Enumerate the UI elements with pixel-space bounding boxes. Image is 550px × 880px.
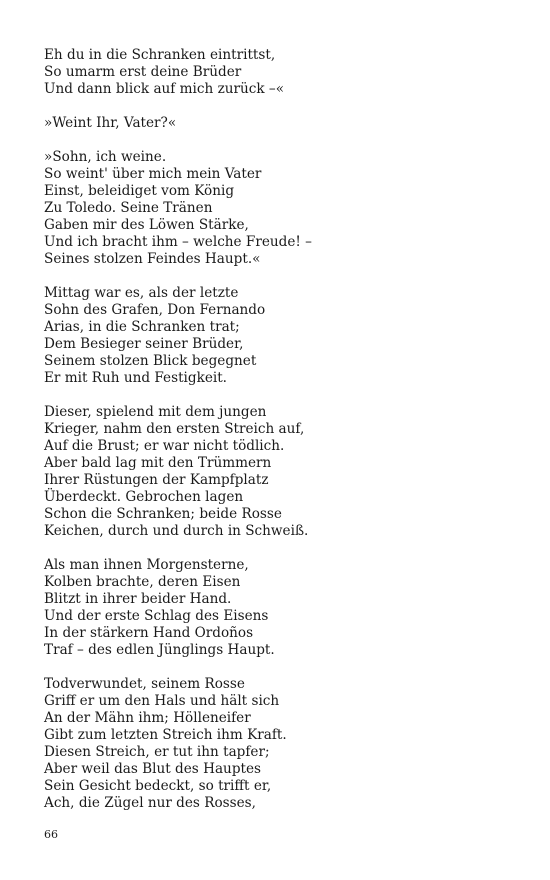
verse-line: Keichen, durch und durch in Schweiß. xyxy=(44,523,309,539)
stanza xyxy=(44,115,514,132)
verse-line: Griff er um den Hals und hält sich xyxy=(44,693,280,709)
verse-line: »Weint Ihr, Vater?« xyxy=(44,115,177,131)
verse-line: Dieser, spielend mit dem jungen xyxy=(44,404,267,420)
verse-line: Einst, beleidiget vom König xyxy=(44,183,235,199)
verse-line: So weint' über mich mein Vater xyxy=(44,166,262,182)
verse-line: Dem Besieger seiner Brüder, xyxy=(44,336,244,352)
stanza xyxy=(44,285,514,387)
verse-line: Er mit Ruh und Festigkeit. xyxy=(44,370,227,386)
stanza xyxy=(44,149,514,268)
verse-line: »Sohn, ich weine. xyxy=(44,149,167,165)
verse-line: Auf die Brust; er war nicht tödlich. xyxy=(44,438,285,454)
verse-line: Sein Gesicht bedeckt, so trifft er, xyxy=(44,778,272,794)
verse-line: Aber bald lag mit den Trümmern xyxy=(44,455,272,471)
stanza xyxy=(44,676,514,812)
verse-line: So umarm erst deine Brüder xyxy=(44,64,242,80)
page-number: 66 xyxy=(44,828,58,841)
verse-line: Krieger, nahm den ersten Streich auf, xyxy=(44,421,305,437)
verse-line: Überdeckt. Gebrochen lagen xyxy=(44,489,244,505)
verse-line: Und dann blick auf mich zurück –« xyxy=(44,81,285,97)
stanza xyxy=(44,557,514,659)
verse-line: Gaben mir des Löwen Stärke, xyxy=(44,217,249,233)
verse-line: Und der erste Schlag des Eisens xyxy=(44,608,269,624)
verse-line: An der Mähn ihm; Hölleneifer xyxy=(44,710,251,726)
verse-line: Sohn des Grafen, Don Fernando xyxy=(44,302,266,318)
verse-line: Kolben brachte, deren Eisen xyxy=(44,574,241,590)
verse-line: Als man ihnen Morgensterne, xyxy=(44,557,249,573)
verse-line: Und ich bracht ihm – welche Freude! – xyxy=(44,234,312,250)
verse-line: Blitzt in ihrer beider Hand. xyxy=(44,591,232,607)
verse-line: Traf – des edlen Jünglings Haupt. xyxy=(44,642,275,658)
verse-line: Aber weil das Blut des Hauptes xyxy=(44,761,262,777)
poem-text xyxy=(44,47,514,812)
verse-line: Arias, in die Schranken trat; xyxy=(44,319,240,335)
stanza xyxy=(44,404,514,540)
stanza xyxy=(44,47,514,98)
verse-line: Diesen Streich, er tut ihn tapfer; xyxy=(44,744,270,760)
verse-line: Mittag war es, als der letzte xyxy=(44,285,239,301)
verse-line: Seines stolzen Feindes Haupt.« xyxy=(44,251,261,267)
verse-line: In der stärkern Hand Ordoños xyxy=(44,625,254,641)
verse-line: Seinem stolzen Blick begegnet xyxy=(44,353,257,369)
verse-line: Todverwundet, seinem Rosse xyxy=(44,676,245,692)
verse-line: Ihrer Rüstungen der Kampfplatz xyxy=(44,472,269,488)
verse-line: Zu Toledo. Seine Tränen xyxy=(44,200,213,216)
verse-line: Gibt zum letzten Streich ihm Kraft. xyxy=(44,727,287,743)
verse-line: Schon die Schranken; beide Rosse xyxy=(44,506,282,522)
verse-line: Eh du in die Schranken eintrittst, xyxy=(44,47,276,63)
verse-line: Ach, die Zügel nur des Rosses, xyxy=(44,795,256,811)
